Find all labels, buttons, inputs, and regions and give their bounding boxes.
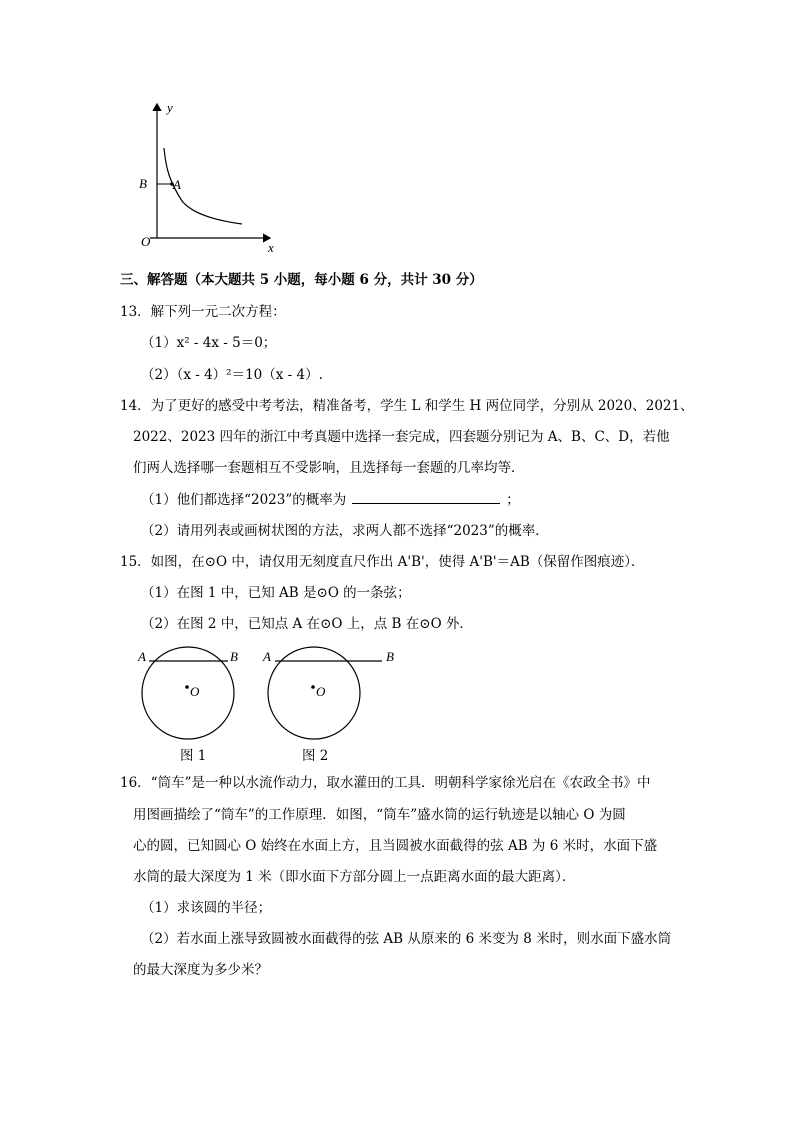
q15-part1: （1）在图 1 中，已知 AB 是⊙O 的一条弦；: [141, 585, 411, 601]
fig1-caption: 图 1: [180, 748, 207, 764]
q16-part2-line2: 的最大深度为多少米？: [133, 962, 268, 978]
fig1-o-label: O: [190, 684, 200, 699]
point-a-label: A: [173, 177, 181, 192]
q13-part1: （1）x² - 4x - 5＝0；: [141, 335, 277, 351]
x-axis-label: x: [268, 240, 274, 255]
center-dot-fig1: [185, 685, 189, 689]
q13-stem: 13．解下列一元二次方程：: [120, 304, 286, 320]
q14-part2: （2）请用列表或画树状图的方法，求两人都不选择“2023”的概率．: [141, 523, 549, 539]
fig1-b-label: B: [230, 649, 238, 664]
fig2-a-label: A: [263, 649, 271, 664]
function-graph: [130, 98, 290, 258]
q16-line2: 用图画描绘了“筒车”的工作原理．如图，“筒车”盛水筒的运行轨迹是以轴心 O 为圆: [133, 807, 626, 823]
figure-2: [258, 643, 408, 763]
y-axis-label: y: [167, 100, 173, 115]
q16-line1: 16．“筒车”是一种以水流作动力，取水灌田的工具．明朝科学家徐光启在《农政全书》中: [120, 775, 651, 791]
q16-line4: 水筒的最大深度为 1 米（即水面下方部分圆上一点距离水面的最大距离）．: [133, 869, 576, 885]
fig1-a-label: A: [138, 649, 146, 664]
q15-stem: 15．如图，在⊙O 中，请仅用无刻度直尺作出 A'B'，使得 A'B'＝AB（保留作图痕迹）．: [120, 554, 645, 570]
q14-part1-text: （1）他们都选择“2023”的概率为: [141, 492, 347, 508]
fig2-o-label: O: [316, 684, 326, 699]
fig2-caption: 图 2: [302, 748, 329, 764]
q14-line2: 2022、2023 四年的浙江中考真题中选择一套完成，四套题分别记为 A、B、C、D，若他: [133, 429, 670, 445]
q16-part2-line1: （2）若水面上涨导致圆被水面截得的弦 AB 从原来的 6 米变为 8 米时，则水面下盛水筒: [141, 931, 672, 947]
q14-line1: 14．为了更好的感受中考考法，精准备考，学生 L 和学生 H 两位同学，分别从 2020、2021、: [120, 398, 694, 414]
fig2-b-label: B: [386, 649, 394, 664]
q13-part2: （2）（x - 4）²＝10（x - 4）.: [141, 367, 323, 383]
q14-part1-end: ；: [506, 492, 520, 508]
q16-part1: （1）求该圆的半径；: [141, 900, 272, 916]
point-b-label: B: [139, 176, 147, 191]
center-dot-fig2: [311, 685, 315, 689]
section-title: 三、解答题（本大题共 5 小题，每小题 6 分，共计 30 分）: [120, 272, 483, 288]
q14-line3: 们两人选择哪一套题相互不受影响，且选择每一套题的几率均等．: [133, 460, 525, 476]
answer-blank[interactable]: [352, 491, 500, 504]
origin-label: O: [141, 234, 151, 249]
q15-part2: （2）在图 2 中，已知点 A 在⊙O 上，点 B 在⊙O 外．: [141, 616, 473, 632]
q16-line3: 心的圆，已知圆心 O 始终在水面上方，且当圆被水面截得的弦 AB 为 6 米时，水面下盛: [133, 838, 658, 854]
q14-part1: [141, 488, 520, 508]
